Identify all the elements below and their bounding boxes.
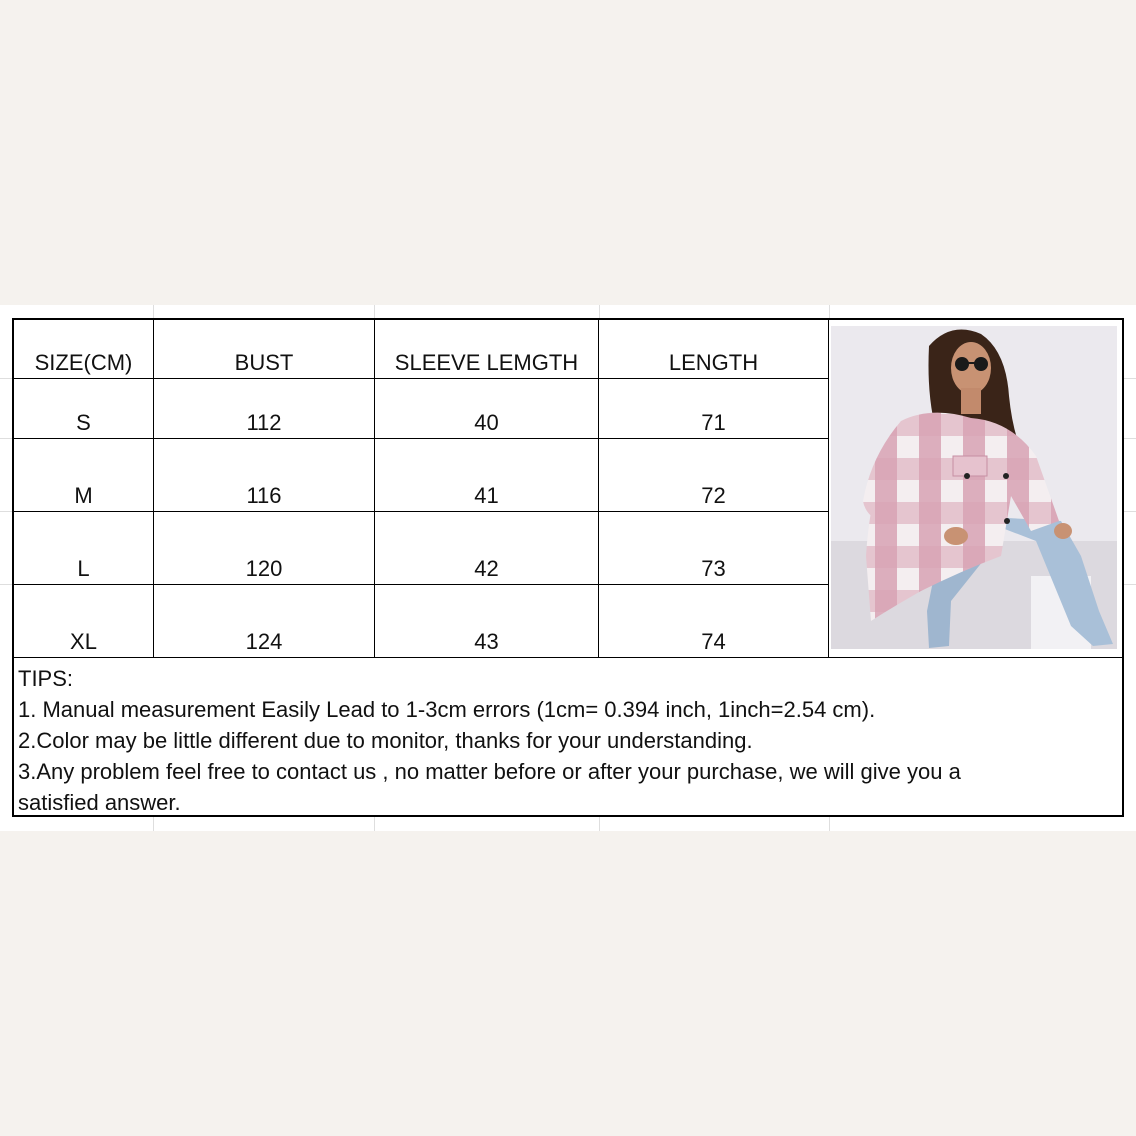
- header-bust: BUST: [234, 350, 294, 375]
- table-cell-bust: 120: [245, 556, 283, 581]
- table-cell-size: M: [74, 483, 93, 508]
- table-cell-size: L: [77, 556, 90, 581]
- tips-line-2: 2.Color may be little different due to monitor, thanks for your understanding.: [18, 728, 753, 753]
- tips-line-3: 3.Any problem feel free to contact us , no matter before or after your purchase, we will give you a: [18, 759, 961, 784]
- model-illustration: [831, 326, 1117, 649]
- table-cell-bust: 116: [246, 483, 282, 508]
- table-cell-length: 73: [701, 556, 726, 581]
- table-cell-bust: 112: [246, 410, 282, 435]
- tips-line-4: satisfied answer.: [18, 790, 181, 815]
- table-cell-sleeve: 41: [474, 483, 499, 508]
- table-cell-bust: 124: [245, 629, 283, 654]
- table-cell-sleeve: 40: [474, 410, 499, 435]
- tips-title: TIPS:: [18, 666, 74, 691]
- product-photo: [831, 326, 1117, 649]
- table-cell-size: XL: [70, 629, 97, 654]
- header-size: SIZE(CM): [34, 350, 133, 375]
- tips-section: [18, 663, 1118, 818]
- table-cell-length: 71: [701, 410, 726, 435]
- header-sleeve-length: SLEEVE LEMGTH: [394, 350, 579, 375]
- table-cell-length: 74: [701, 629, 726, 654]
- table-row-divider: [12, 657, 1124, 658]
- table-cell-size: S: [76, 410, 91, 435]
- tips-line-1: 1. Manual measurement Easily Lead to 1-3cm errors (1cm= 0.394 inch, 1inch=2.54 cm).: [18, 697, 876, 722]
- table-column-divider: [828, 318, 829, 658]
- header-length: LENGTH: [668, 350, 759, 375]
- table-cell-length: 72: [701, 483, 726, 508]
- table-cell-sleeve: 43: [474, 629, 499, 654]
- table-cell-sleeve: 42: [474, 556, 499, 581]
